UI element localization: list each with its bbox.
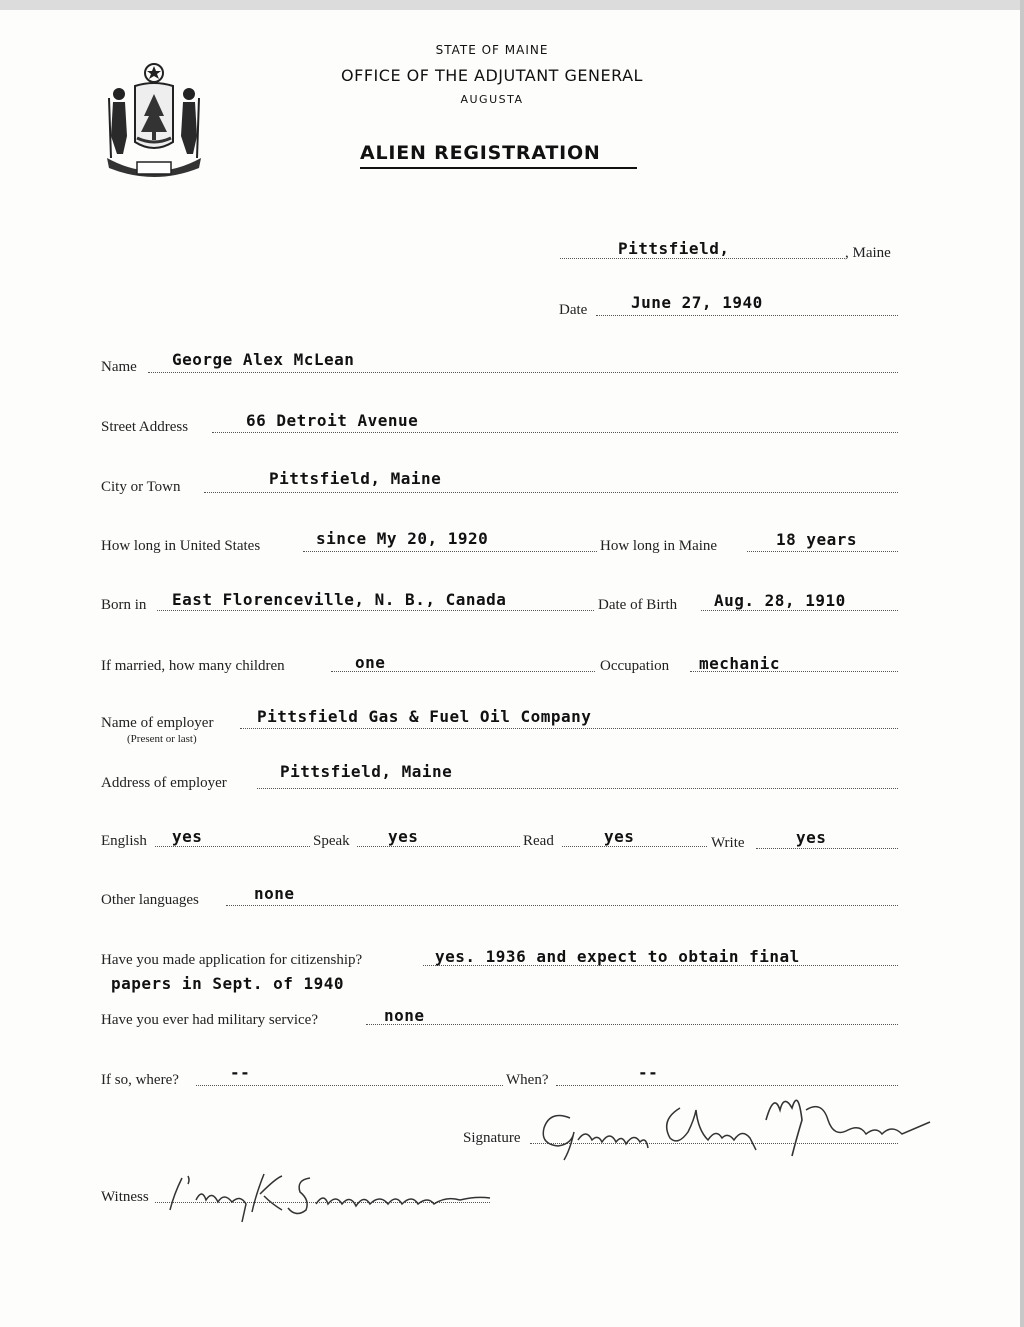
occupation-value: mechanic bbox=[699, 654, 781, 673]
employer-line bbox=[240, 728, 898, 729]
maine-duration-value: 18 years bbox=[776, 530, 858, 549]
citizenship-value-line1: yes. 1936 and expect to obtain final bbox=[435, 947, 800, 966]
header-city: AUGUSTA bbox=[460, 93, 524, 106]
location-value: Pittsfield, bbox=[618, 239, 730, 258]
where-value: -- bbox=[230, 1063, 251, 1082]
maine-duration-label: How long in Maine bbox=[600, 538, 718, 554]
signature-handwriting-icon bbox=[530, 1080, 940, 1170]
us-duration-line bbox=[303, 551, 597, 552]
location-line bbox=[560, 258, 845, 259]
us-duration-value: since My 20, 1920 bbox=[316, 529, 489, 548]
street-line bbox=[212, 432, 898, 433]
citizenship-value-line2: papers in Sept. of 1940 bbox=[111, 974, 345, 993]
date-label: Date bbox=[559, 302, 588, 318]
other-languages-value: none bbox=[254, 884, 295, 903]
employer-address-line bbox=[257, 788, 898, 789]
speak-label: Speak bbox=[313, 833, 350, 849]
employer-address-label: Address of employer bbox=[101, 775, 227, 791]
children-label: If married, how many children bbox=[101, 658, 285, 674]
where-label: If so, where? bbox=[101, 1072, 179, 1088]
english-label: English bbox=[101, 833, 147, 849]
city-value: Pittsfield, Maine bbox=[269, 469, 442, 488]
street-value: 66 Detroit Avenue bbox=[246, 411, 419, 430]
location-suffix: , Maine bbox=[845, 245, 891, 261]
witness-label: Witness bbox=[101, 1189, 149, 1205]
born-line bbox=[157, 610, 594, 611]
when-value: -- bbox=[638, 1063, 659, 1082]
write-value: yes bbox=[796, 828, 827, 847]
dob-line bbox=[701, 610, 898, 611]
other-languages-label: Other languages bbox=[101, 892, 199, 908]
employer-sublabel: (Present or last) bbox=[127, 733, 197, 745]
speak-value: yes bbox=[388, 827, 419, 846]
witness-handwriting-icon bbox=[160, 1160, 500, 1230]
employer-address-value: Pittsfield, Maine bbox=[280, 762, 453, 781]
when-label: When? bbox=[506, 1072, 549, 1088]
street-label: Street Address bbox=[101, 419, 189, 435]
header-office: OFFICE OF THE ADJUTANT GENERAL bbox=[341, 66, 643, 85]
maine-duration-line bbox=[747, 551, 898, 552]
form-title: ALIEN REGISTRATION bbox=[360, 142, 601, 164]
employer-value: Pittsfield Gas & Fuel Oil Company bbox=[257, 707, 592, 726]
military-label: Have you ever had military service? bbox=[101, 1012, 318, 1028]
speak-line bbox=[357, 846, 520, 847]
where-line bbox=[196, 1085, 503, 1086]
name-value: George Alex McLean bbox=[172, 350, 355, 369]
dob-label: Date of Birth bbox=[598, 597, 678, 613]
english-value: yes bbox=[172, 827, 203, 846]
date-value: June 27, 1940 bbox=[631, 293, 763, 312]
us-duration-label: How long in United States bbox=[101, 538, 261, 554]
children-value: one bbox=[355, 653, 386, 672]
header-state: STATE OF MAINE bbox=[435, 43, 549, 57]
name-label: Name bbox=[101, 359, 137, 375]
other-languages-line bbox=[226, 905, 898, 906]
born-value: East Florenceville, N. B., Canada bbox=[172, 590, 507, 609]
scan-edge-top bbox=[0, 0, 1024, 10]
military-value: none bbox=[384, 1006, 425, 1025]
dob-value: Aug. 28, 1910 bbox=[714, 591, 846, 610]
signature-label: Signature bbox=[463, 1130, 521, 1146]
read-value: yes bbox=[604, 827, 635, 846]
english-line bbox=[155, 846, 310, 847]
citizenship-label: Have you made application for citizenship? bbox=[101, 952, 363, 968]
write-line bbox=[756, 848, 898, 849]
occupation-label: Occupation bbox=[600, 658, 670, 674]
write-label: Write bbox=[711, 835, 745, 851]
born-label: Born in bbox=[101, 597, 147, 613]
read-label: Read bbox=[523, 833, 554, 849]
city-label: City or Town bbox=[101, 479, 181, 495]
employer-label: Name of employer bbox=[101, 715, 214, 731]
date-line bbox=[596, 315, 898, 316]
city-line bbox=[204, 492, 898, 493]
military-line bbox=[366, 1024, 898, 1025]
title-underline bbox=[360, 167, 637, 169]
scan-edge-right bbox=[1020, 0, 1024, 1327]
read-line bbox=[562, 846, 707, 847]
name-line bbox=[148, 372, 898, 373]
